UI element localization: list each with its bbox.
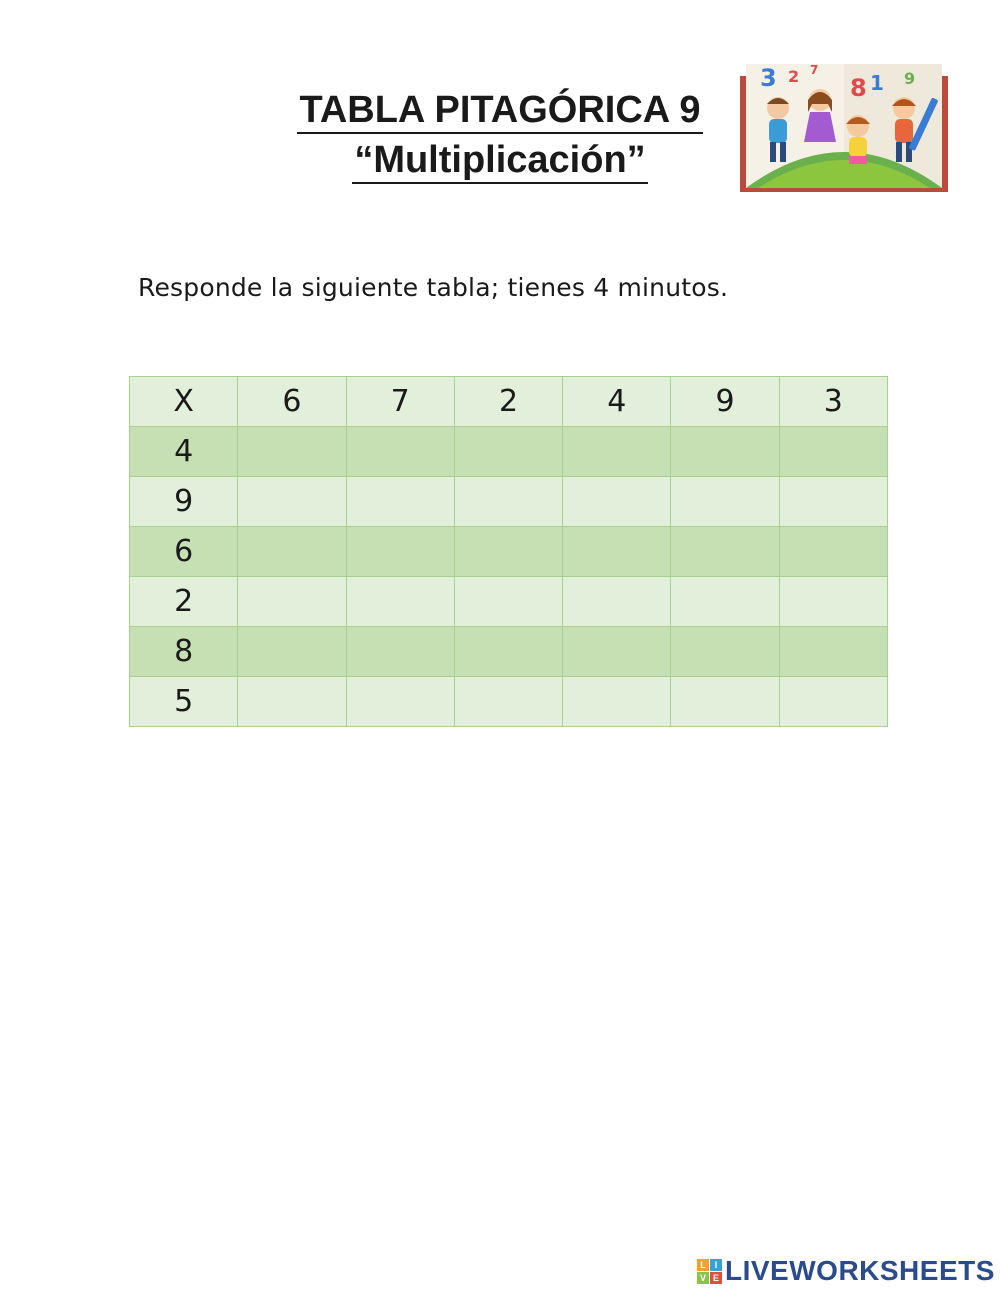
table-header-row	[130, 377, 888, 427]
svg-text:9: 9	[904, 69, 916, 88]
answer-cell[interactable]	[238, 527, 346, 577]
table-row	[130, 477, 888, 527]
row-header: 6	[130, 527, 238, 577]
answer-cell[interactable]	[238, 477, 346, 527]
worksheet-title	[250, 88, 750, 188]
svg-text:2: 2	[788, 67, 800, 86]
answer-cell[interactable]	[454, 677, 562, 727]
answer-cell[interactable]	[454, 527, 562, 577]
answer-cell[interactable]	[346, 527, 454, 577]
answer-cell[interactable]	[671, 427, 779, 477]
column-header: 9	[671, 377, 779, 427]
answer-cell[interactable]	[346, 577, 454, 627]
answer-cell[interactable]	[671, 477, 779, 527]
table-row	[130, 527, 888, 577]
answer-cell[interactable]	[779, 427, 887, 477]
column-header: 7	[346, 377, 454, 427]
table-row	[130, 577, 888, 627]
answer-cell[interactable]	[779, 677, 887, 727]
answer-cell[interactable]	[563, 627, 671, 677]
table-row	[130, 627, 888, 677]
answer-cell[interactable]	[563, 477, 671, 527]
answer-cell[interactable]	[346, 677, 454, 727]
answer-cell[interactable]	[671, 527, 779, 577]
multiplication-table	[129, 376, 888, 727]
svg-text:8: 8	[850, 74, 867, 102]
column-header: 2	[454, 377, 562, 427]
answer-cell[interactable]	[563, 527, 671, 577]
table-row	[130, 677, 888, 727]
column-header: 3	[779, 377, 887, 427]
answer-cell[interactable]	[346, 627, 454, 677]
answer-cell[interactable]	[238, 677, 346, 727]
logo-text: LIVEWORKSHEETS	[725, 1255, 995, 1286]
svg-text:1: 1	[870, 71, 884, 95]
answer-cell[interactable]	[454, 577, 562, 627]
answer-cell[interactable]	[346, 427, 454, 477]
column-header: 6	[238, 377, 346, 427]
row-header: 4	[130, 427, 238, 477]
title-line-2: “Multiplicación”	[352, 138, 647, 184]
corner-cell: X	[130, 377, 238, 427]
answer-cell[interactable]	[454, 627, 562, 677]
answer-cell[interactable]	[779, 477, 887, 527]
answer-cell[interactable]	[563, 677, 671, 727]
row-header: 5	[130, 677, 238, 727]
answer-cell[interactable]	[671, 577, 779, 627]
svg-text:7: 7	[810, 63, 819, 77]
answer-cell[interactable]	[346, 477, 454, 527]
svg-text:3: 3	[760, 64, 777, 92]
answer-cell[interactable]	[238, 577, 346, 627]
row-header: 2	[130, 577, 238, 627]
answer-cell[interactable]	[563, 577, 671, 627]
answer-cell[interactable]	[563, 427, 671, 477]
answer-cell[interactable]	[779, 527, 887, 577]
instruction-text: Responde la siguiente tabla; tienes 4 minutos.	[138, 273, 729, 302]
answer-cell[interactable]	[671, 677, 779, 727]
row-header: 8	[130, 627, 238, 677]
answer-cell[interactable]	[238, 627, 346, 677]
answer-cell[interactable]	[779, 627, 887, 677]
logo-badge-icon: L I V E	[697, 1259, 722, 1284]
column-header: 4	[563, 377, 671, 427]
answer-cell[interactable]	[238, 427, 346, 477]
answer-cell[interactable]	[779, 577, 887, 627]
table-row	[130, 427, 888, 477]
children-book-illustration-icon	[738, 56, 950, 192]
answer-cell[interactable]	[454, 477, 562, 527]
answer-cell[interactable]	[454, 427, 562, 477]
row-header: 9	[130, 477, 238, 527]
liveworksheets-logo	[697, 1254, 995, 1288]
answer-cell[interactable]	[671, 627, 779, 677]
title-line-1: TABLA PITAGÓRICA 9	[297, 88, 702, 134]
